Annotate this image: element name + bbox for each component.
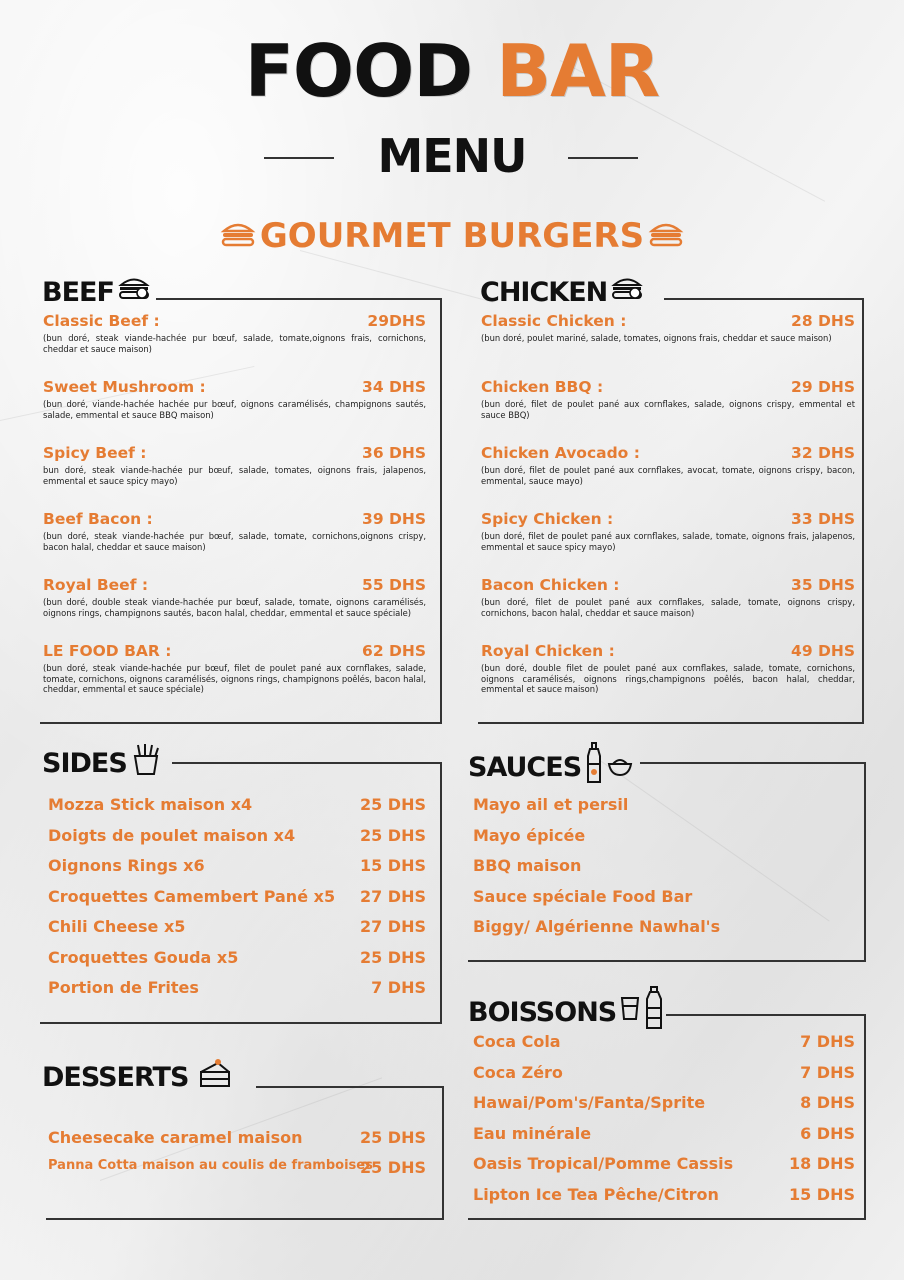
menu-row — [473, 826, 843, 845]
item-name: Spicy Chicken : — [481, 510, 614, 528]
beef-box-top — [156, 298, 442, 300]
item-name: Mayo épicée — [473, 825, 586, 845]
item-price: 35 DHS — [791, 576, 855, 594]
item-name: Mozza Stick maison x4 — [48, 795, 253, 814]
item-price: 29 DHS — [791, 378, 855, 396]
menu-item — [481, 444, 855, 486]
item-name: Cheesecake caramel maison — [48, 1128, 303, 1147]
item-price: 25 DHS — [359, 795, 426, 814]
item-price: 27 DHS — [359, 917, 426, 936]
item-name: Doigts de poulet maison x4 — [48, 825, 296, 845]
menu-item — [43, 642, 426, 695]
menu-row — [48, 795, 426, 814]
item-name: Sauce spéciale Food Bar — [473, 886, 693, 906]
item-price: 55 DHS — [362, 576, 426, 594]
item-price: 32 DHS — [791, 444, 855, 462]
sauces-section-title — [468, 742, 633, 793]
item-price: 62 DHS — [362, 642, 426, 660]
item-name: Spicy Beef : — [43, 444, 147, 462]
burger-icon — [648, 214, 684, 262]
item-name: Sweet Mushroom : — [43, 378, 206, 396]
item-price: 49 DHS — [791, 642, 855, 660]
item-name: Lipton Ice Tea Pêche/Citron — [473, 1184, 719, 1204]
item-name: LE FOOD BAR : — [43, 642, 172, 660]
menu-row — [473, 1032, 855, 1051]
item-price: 15 DHS — [359, 856, 426, 875]
cake-icon — [198, 1058, 232, 1097]
item-price: 7 DHS — [371, 978, 426, 997]
sides-box-top — [172, 762, 442, 764]
desserts-box-top — [256, 1086, 444, 1088]
boissons-title: BOISSONS — [468, 996, 617, 1028]
item-name: Chicken BBQ : — [481, 378, 604, 396]
item-name: Classic Chicken : — [481, 312, 627, 330]
menu-row — [48, 1158, 426, 1177]
item-description: (bun doré, steak viande-hachée pur bœuf, salade, tomate, cornichons,oignons crispy, bacon halal, cheddar et sauce maison) — [43, 531, 426, 552]
menu-row — [473, 795, 843, 814]
item-name: Royal Chicken : — [481, 642, 615, 660]
menu-row — [473, 1154, 855, 1173]
menu-row — [48, 917, 426, 936]
item-name: BBQ maison — [473, 856, 582, 875]
menu-item — [43, 378, 426, 420]
fries-icon — [131, 742, 161, 785]
item-name: Eau minérale — [473, 1123, 592, 1143]
item-description: (bun doré, steak viande-hachée pur bœuf, salade, tomate,oignons frais, cornichons, cheddar et sauce maison) — [43, 333, 426, 354]
menu-row — [473, 1093, 855, 1112]
menu-item — [43, 510, 426, 552]
menu-row — [48, 887, 426, 906]
menu-row — [48, 856, 426, 875]
menu-row — [473, 887, 843, 906]
chicken-title: CHICKEN — [480, 276, 608, 308]
item-price: 18 DHS — [788, 1154, 855, 1173]
item-description: (bun doré, double filet de poulet pané aux cornflakes, salade, tomate, cornichons, oignons caramélisés, oignons rings,champignons poêlés, bacon halal, cheddar, emmental et sauce maison) — [481, 663, 855, 694]
item-name: Hawai/Pom's/Fanta/Sprite — [473, 1093, 706, 1112]
title-bar: BAR — [496, 29, 660, 113]
item-name: Royal Beef : — [43, 576, 149, 594]
item-name: Croquettes Camembert Pané x5 — [48, 886, 336, 906]
dip-bowl-icon — [607, 751, 633, 785]
menu-item — [481, 312, 855, 344]
page-title — [0, 29, 904, 113]
item-name: Classic Beef : — [43, 312, 160, 330]
item-name: Coca Zéro — [473, 1062, 563, 1082]
menu-item — [481, 642, 855, 695]
menu-row — [48, 1128, 426, 1147]
item-description: (bun doré, filet de poulet pané aux cornflakes, salade, oignons crispy, emmental et sauce BBQ) — [481, 399, 855, 420]
menu-row — [473, 1063, 855, 1082]
item-name: Portion de Frites — [48, 978, 199, 997]
beef-section-title — [42, 274, 150, 311]
item-description: (bun doré, filet de poulet pané aux cornflakes, salade, tomate, oignons crispy, cornichons, bacon halal, cheddar et sauce maison) — [481, 597, 855, 618]
item-price: 6 DHS — [800, 1123, 855, 1143]
menu-row — [48, 978, 426, 997]
item-price: 25 DHS — [359, 947, 426, 967]
item-description: (bun doré, double steak viande-hachée pur bœuf, salade, tomate, oignons caramélisés, oignons rings, champignons sautés, bacon halal, cheddar, emmental et sauce spéciale) — [43, 597, 426, 618]
item-description: (bun doré, steak viande-hachée pur bœuf, filet de poulet pané aux cornflakes, salade, tomate, cornichons, oignons caramélisés, oignons rings, champignons poêlés, bacon halal, cheddar, emmental et sauce spéciale) — [43, 663, 426, 694]
sauces-title: SAUCES — [468, 751, 582, 783]
menu-row — [473, 1185, 855, 1204]
item-price: 7 DHS — [800, 1062, 855, 1082]
chicken-section-title — [480, 274, 643, 311]
boissons-box-top — [666, 1014, 866, 1016]
burger-icon — [611, 274, 643, 311]
item-price: 36 DHS — [362, 444, 426, 462]
drink-glass-icon — [620, 995, 640, 1030]
beef-title: BEEF — [42, 276, 114, 308]
menu-row — [473, 917, 843, 936]
item-name: Croquettes Gouda x5 — [48, 947, 239, 967]
item-description: (bun doré, filet de poulet pané aux cornflakes, salade, tomate, oignons frais, jalapenos, emmental et sauce spicy mayo) — [481, 531, 855, 552]
sauce-bottle-icon — [585, 742, 603, 793]
item-name: Bacon Chicken : — [481, 576, 620, 594]
divider-right — [568, 157, 638, 159]
gourmet-heading — [0, 212, 904, 262]
item-name: Coca Cola — [473, 1032, 561, 1051]
menu-heading: MENU — [377, 129, 527, 183]
sauces-box-top — [640, 762, 866, 764]
item-price: 25 DHS — [359, 1158, 426, 1177]
title-food: FOOD — [244, 29, 473, 113]
item-description: (bun doré, viande-hachée hachée pur bœuf, oignons caramélisés, champignons sautés, salade, emmental et sauce BBQ maison) — [43, 399, 426, 420]
item-price: 33 DHS — [791, 510, 855, 528]
menu-row — [48, 948, 426, 967]
item-name: Mayo ail et persil — [473, 795, 629, 814]
item-price: 39 DHS — [362, 510, 426, 528]
item-description: (bun doré, poulet mariné, salade, tomates, oignons frais, cheddar et sauce maison) — [481, 333, 832, 343]
item-price: 25 DHS — [359, 1128, 426, 1147]
item-name: Chili Cheese x5 — [48, 917, 186, 936]
item-name: Beef Bacon : — [43, 510, 153, 528]
desserts-box — [46, 1086, 444, 1220]
item-name: Biggy/ Algérienne Nawhal's — [473, 917, 721, 936]
item-price: 29DHS — [367, 312, 426, 330]
menu-row — [48, 826, 426, 845]
gourmet-label: GOURMET BURGERS — [259, 216, 645, 256]
menu-row — [473, 856, 843, 875]
sides-section-title — [42, 742, 161, 785]
menu-item — [481, 378, 855, 420]
sides-title: SIDES — [42, 747, 127, 779]
item-name: Oignons Rings x6 — [48, 856, 205, 875]
item-price: 8 DHS — [800, 1093, 855, 1112]
menu-item — [481, 576, 855, 618]
item-price: 15 DHS — [788, 1184, 855, 1204]
menu-item — [481, 510, 855, 552]
item-price: 34 DHS — [362, 378, 426, 396]
burger-icon — [220, 214, 256, 262]
item-description: bun doré, steak viande-hachée pur bœuf, salade, tomates, oignons frais, jalapenos, emmental et sauce spicy mayo) — [43, 465, 426, 486]
item-price: 7 DHS — [800, 1032, 855, 1051]
item-price: 28 DHS — [791, 312, 855, 330]
burger-icon — [118, 274, 150, 311]
desserts-section-title — [42, 1058, 232, 1097]
menu-item — [43, 576, 426, 618]
item-name: Oasis Tropical/Pomme Cassis — [473, 1154, 734, 1173]
menu-row — [473, 1124, 855, 1143]
chicken-box-top — [664, 298, 864, 300]
desserts-title: DESSERTS — [42, 1061, 189, 1093]
menu-item — [43, 444, 426, 486]
menu-item — [43, 312, 426, 354]
item-name: Chicken Avocado : — [481, 444, 640, 462]
item-name: Panna Cotta maison au coulis de framboises — [48, 1158, 373, 1173]
item-price: 25 DHS — [359, 825, 426, 845]
item-price: 27 DHS — [359, 886, 426, 906]
item-description: (bun doré, filet de poulet pané aux cornflakes, avocat, tomate, oignons crispy, bacon, emmental, sauce mayo) — [481, 465, 855, 486]
